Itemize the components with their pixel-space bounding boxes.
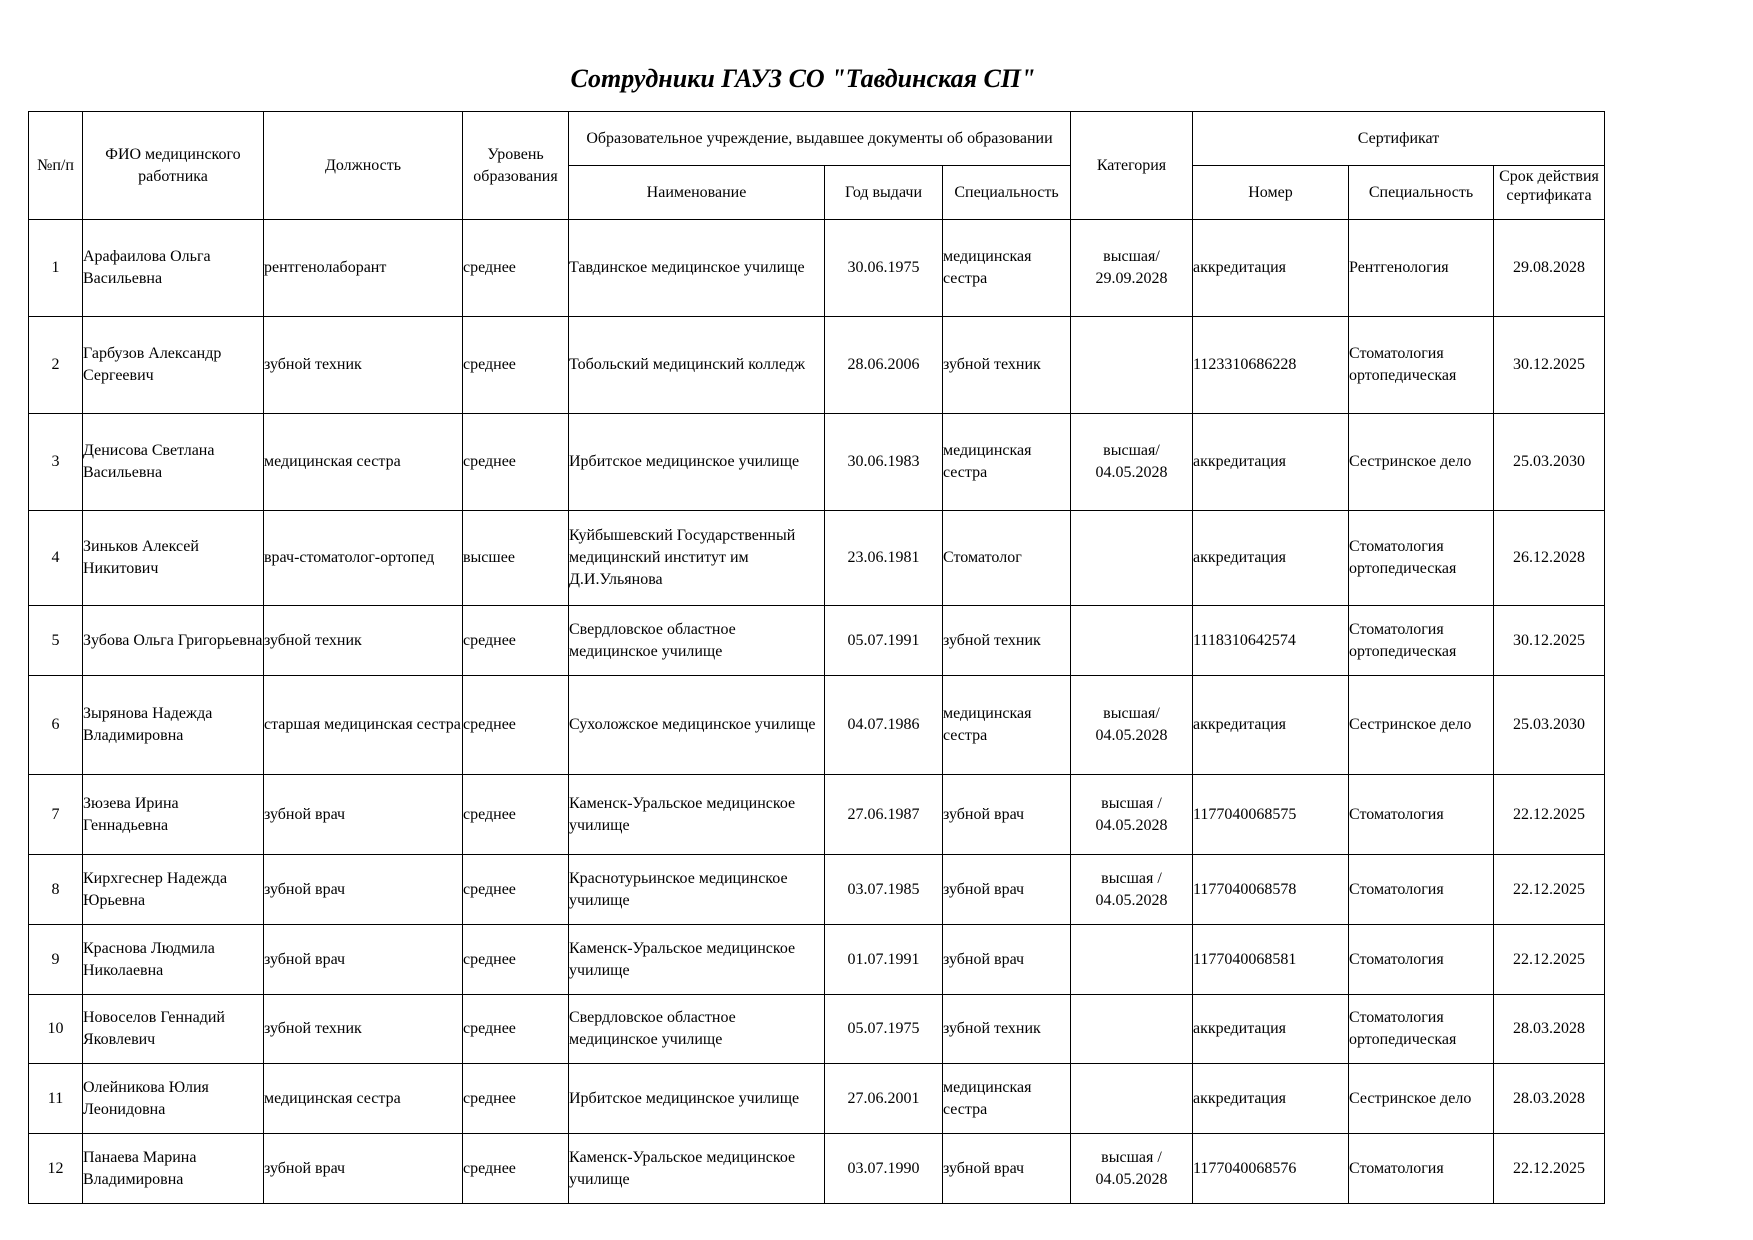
cell-education-specialty: Стоматолог <box>943 511 1071 606</box>
header-fio: ФИО медицинского работника <box>83 112 264 220</box>
cell-education-specialty: зубной врач <box>943 775 1071 855</box>
staff-table <box>28 111 1605 1204</box>
table-body <box>29 220 1605 1204</box>
cell-position: зубной техник <box>264 317 463 414</box>
cell-num: 3 <box>29 414 83 511</box>
cell-education-level: среднее <box>463 995 569 1064</box>
cell-education-name: Свердловское областное медицинское училище <box>569 606 825 676</box>
cell-education-year: 05.07.1991 <box>825 606 943 676</box>
header-education-name: Наименование <box>569 166 825 220</box>
cell-certificate-specialty: Сестринское дело <box>1349 1064 1494 1134</box>
cell-fio: Зюзева Ирина Геннадьевна <box>83 775 264 855</box>
cell-fio: Панаева Марина Владимировна <box>83 1134 264 1204</box>
cell-certificate-number: 1177040068578 <box>1193 855 1349 925</box>
cell-education-year: 05.07.1975 <box>825 995 943 1064</box>
table-row <box>29 925 1605 995</box>
cell-education-name: Тавдинское медицинское училище <box>569 220 825 317</box>
cell-education-name: Сухоложское медицинское училище <box>569 676 825 775</box>
header-certificate-number: Номер <box>1193 166 1349 220</box>
table-row <box>29 676 1605 775</box>
cell-position: врач-стоматолог-ортопед <box>264 511 463 606</box>
cell-education-specialty: зубной техник <box>943 995 1071 1064</box>
cell-num: 10 <box>29 995 83 1064</box>
cell-fio: Кирхгеснер Надежда Юрьевна <box>83 855 264 925</box>
header-education-specialty: Специальность <box>943 166 1071 220</box>
table-row <box>29 606 1605 676</box>
cell-num: 1 <box>29 220 83 317</box>
cell-education-level: среднее <box>463 606 569 676</box>
cell-education-name: Ирбитское медицинское училище <box>569 414 825 511</box>
cell-fio: Новоселов Геннадий Яковлевич <box>83 995 264 1064</box>
cell-education-specialty: медицинская сестра <box>943 414 1071 511</box>
cell-education-specialty: медицинская сестра <box>943 220 1071 317</box>
cell-num: 8 <box>29 855 83 925</box>
cell-fio: Гарбузов Александр Сергеевич <box>83 317 264 414</box>
cell-certificate-number: аккредитация <box>1193 1064 1349 1134</box>
cell-certificate-number: аккредитация <box>1193 220 1349 317</box>
cell-certificate-specialty: Стоматология <box>1349 775 1494 855</box>
cell-certificate-term: 29.08.2028 <box>1494 220 1605 317</box>
cell-position: зубной врач <box>264 855 463 925</box>
header-certificate-specialty: Специальность <box>1349 166 1494 220</box>
cell-fio: Денисова Светлана Васильевна <box>83 414 264 511</box>
table-row <box>29 220 1605 317</box>
header-num: №п/п <box>29 112 83 220</box>
cell-fio: Краснова Людмила Николаевна <box>83 925 264 995</box>
cell-education-name: Тобольский медицинский колледж <box>569 317 825 414</box>
cell-education-year: 04.07.1986 <box>825 676 943 775</box>
cell-education-name: Свердловское областное медицинское училище <box>569 995 825 1064</box>
page-title: Сотрудники ГАУЗ СО "Тавдинская СП" <box>570 64 1036 93</box>
cell-education-year: 01.07.1991 <box>825 925 943 995</box>
cell-category: высшая / 04.05.2028 <box>1071 775 1193 855</box>
cell-education-year: 28.06.2006 <box>825 317 943 414</box>
header-category: Категория <box>1071 112 1193 220</box>
cell-position: старшая медицинская сестра <box>264 676 463 775</box>
cell-certificate-term: 22.12.2025 <box>1494 925 1605 995</box>
cell-certificate-term: 28.03.2028 <box>1494 1064 1605 1134</box>
table-row <box>29 855 1605 925</box>
cell-certificate-term: 22.12.2025 <box>1494 855 1605 925</box>
header-certificate-term <box>1494 166 1605 220</box>
cell-fio: Арафаилова Ольга Васильевна <box>83 220 264 317</box>
cell-certificate-term: 25.03.2030 <box>1494 676 1605 775</box>
cell-education-year: 03.07.1990 <box>825 1134 943 1204</box>
cell-education-year: 30.06.1983 <box>825 414 943 511</box>
cell-education-level: среднее <box>463 925 569 995</box>
cell-education-specialty: зубной техник <box>943 317 1071 414</box>
cell-education-level: среднее <box>463 775 569 855</box>
cell-category <box>1071 1064 1193 1134</box>
cell-num: 2 <box>29 317 83 414</box>
cell-certificate-number: аккредитация <box>1193 995 1349 1064</box>
cell-education-level: среднее <box>463 317 569 414</box>
cell-fio: Зиньков Алексей Никитович <box>83 511 264 606</box>
cell-certificate-specialty: Стоматология ортопедическая <box>1349 317 1494 414</box>
cell-position: зубной врач <box>264 925 463 995</box>
cell-category <box>1071 995 1193 1064</box>
table-row <box>29 317 1605 414</box>
cell-education-name: Каменск-Уральское медицинское училище <box>569 775 825 855</box>
cell-num: 6 <box>29 676 83 775</box>
header-certificate-term-text: Срок действия сертификата <box>1499 167 1599 204</box>
cell-category <box>1071 511 1193 606</box>
cell-certificate-number: 1177040068576 <box>1193 1134 1349 1204</box>
cell-certificate-number: 1123310686228 <box>1193 317 1349 414</box>
cell-num: 9 <box>29 925 83 995</box>
cell-category: высшая/ 04.05.2028 <box>1071 414 1193 511</box>
cell-num: 7 <box>29 775 83 855</box>
cell-position: медицинская сестра <box>264 414 463 511</box>
cell-position: рентгенолаборант <box>264 220 463 317</box>
cell-category <box>1071 317 1193 414</box>
cell-position: зубной техник <box>264 606 463 676</box>
cell-certificate-term: 22.12.2025 <box>1494 1134 1605 1204</box>
cell-education-level: среднее <box>463 1134 569 1204</box>
table-row <box>29 1064 1605 1134</box>
cell-num: 11 <box>29 1064 83 1134</box>
cell-certificate-term: 26.12.2028 <box>1494 511 1605 606</box>
cell-certificate-specialty: Сестринское дело <box>1349 414 1494 511</box>
cell-education-year: 30.06.1975 <box>825 220 943 317</box>
cell-education-year: 27.06.2001 <box>825 1064 943 1134</box>
cell-education-specialty: медицинская сестра <box>943 676 1071 775</box>
cell-category <box>1071 606 1193 676</box>
cell-certificate-specialty: Сестринское дело <box>1349 676 1494 775</box>
cell-position: медицинская сестра <box>264 1064 463 1134</box>
cell-certificate-number: аккредитация <box>1193 676 1349 775</box>
cell-certificate-specialty: Стоматология ортопедическая <box>1349 606 1494 676</box>
cell-education-name: Каменск-Уральское медицинское училище <box>569 1134 825 1204</box>
cell-education-level: среднее <box>463 220 569 317</box>
cell-certificate-number: аккредитация <box>1193 511 1349 606</box>
cell-num: 5 <box>29 606 83 676</box>
cell-education-level: среднее <box>463 676 569 775</box>
cell-certificate-specialty: Стоматология ортопедическая <box>1349 995 1494 1064</box>
cell-education-specialty: зубной врач <box>943 855 1071 925</box>
cell-education-specialty: медицинская сестра <box>943 1064 1071 1134</box>
cell-position: зубной техник <box>264 995 463 1064</box>
cell-certificate-number: 1177040068575 <box>1193 775 1349 855</box>
cell-category <box>1071 925 1193 995</box>
cell-position: зубной врач <box>264 1134 463 1204</box>
cell-certificate-specialty: Рентгенология <box>1349 220 1494 317</box>
cell-education-name: Каменск-Уральское медицинское училище <box>569 925 825 995</box>
cell-education-level: среднее <box>463 855 569 925</box>
cell-education-specialty: зубной врач <box>943 925 1071 995</box>
cell-education-level: среднее <box>463 1064 569 1134</box>
cell-education-level: среднее <box>463 414 569 511</box>
header-education-year: Год выдачи <box>825 166 943 220</box>
table-header <box>29 112 1605 220</box>
table-row <box>29 775 1605 855</box>
cell-education-name: Куйбышевский Государственный медицинский институт им Д.И.Ульянова <box>569 511 825 606</box>
cell-category: высшая / 04.05.2028 <box>1071 855 1193 925</box>
cell-certificate-term: 22.12.2025 <box>1494 775 1605 855</box>
cell-certificate-term: 30.12.2025 <box>1494 606 1605 676</box>
header-education-level: Уровень образования <box>463 112 569 220</box>
cell-fio: Олейникова Юлия Леонидовна <box>83 1064 264 1134</box>
cell-certificate-number: 1118310642574 <box>1193 606 1349 676</box>
table-row <box>29 414 1605 511</box>
cell-education-year: 27.06.1987 <box>825 775 943 855</box>
table-row <box>29 995 1605 1064</box>
cell-certificate-number: 1177040068581 <box>1193 925 1349 995</box>
header-position: Должность <box>264 112 463 220</box>
cell-education-specialty: зубной врач <box>943 1134 1071 1204</box>
cell-certificate-number: аккредитация <box>1193 414 1349 511</box>
table-row <box>29 511 1605 606</box>
cell-certificate-term: 28.03.2028 <box>1494 995 1605 1064</box>
cell-category: высшая / 04.05.2028 <box>1071 1134 1193 1204</box>
header-certificate: Сертификат <box>1193 112 1605 166</box>
cell-education-year: 23.06.1981 <box>825 511 943 606</box>
cell-education-name: Краснотурьинское медицинское училище <box>569 855 825 925</box>
cell-category: высшая/ 29.09.2028 <box>1071 220 1193 317</box>
cell-certificate-specialty: Стоматология <box>1349 855 1494 925</box>
cell-num: 4 <box>29 511 83 606</box>
cell-education-specialty: зубной техник <box>943 606 1071 676</box>
cell-position: зубной врач <box>264 775 463 855</box>
header-education-institution: Образовательное учреждение, выдавшее документы об образовании <box>569 112 1071 166</box>
cell-fio: Зубова Ольга Григорьевна <box>83 606 264 676</box>
table-row <box>29 1134 1605 1204</box>
cell-fio: Зырянова Надежда Владимировна <box>83 676 264 775</box>
cell-category: высшая/ 04.05.2028 <box>1071 676 1193 775</box>
cell-certificate-specialty: Стоматология ортопедическая <box>1349 511 1494 606</box>
cell-certificate-specialty: Стоматология <box>1349 925 1494 995</box>
cell-education-year: 03.07.1985 <box>825 855 943 925</box>
cell-education-level: высшее <box>463 511 569 606</box>
cell-certificate-term: 30.12.2025 <box>1494 317 1605 414</box>
cell-num: 12 <box>29 1134 83 1204</box>
cell-certificate-term: 25.03.2030 <box>1494 414 1605 511</box>
cell-education-name: Ирбитское медицинское училище <box>569 1064 825 1134</box>
cell-certificate-specialty: Стоматология <box>1349 1134 1494 1204</box>
